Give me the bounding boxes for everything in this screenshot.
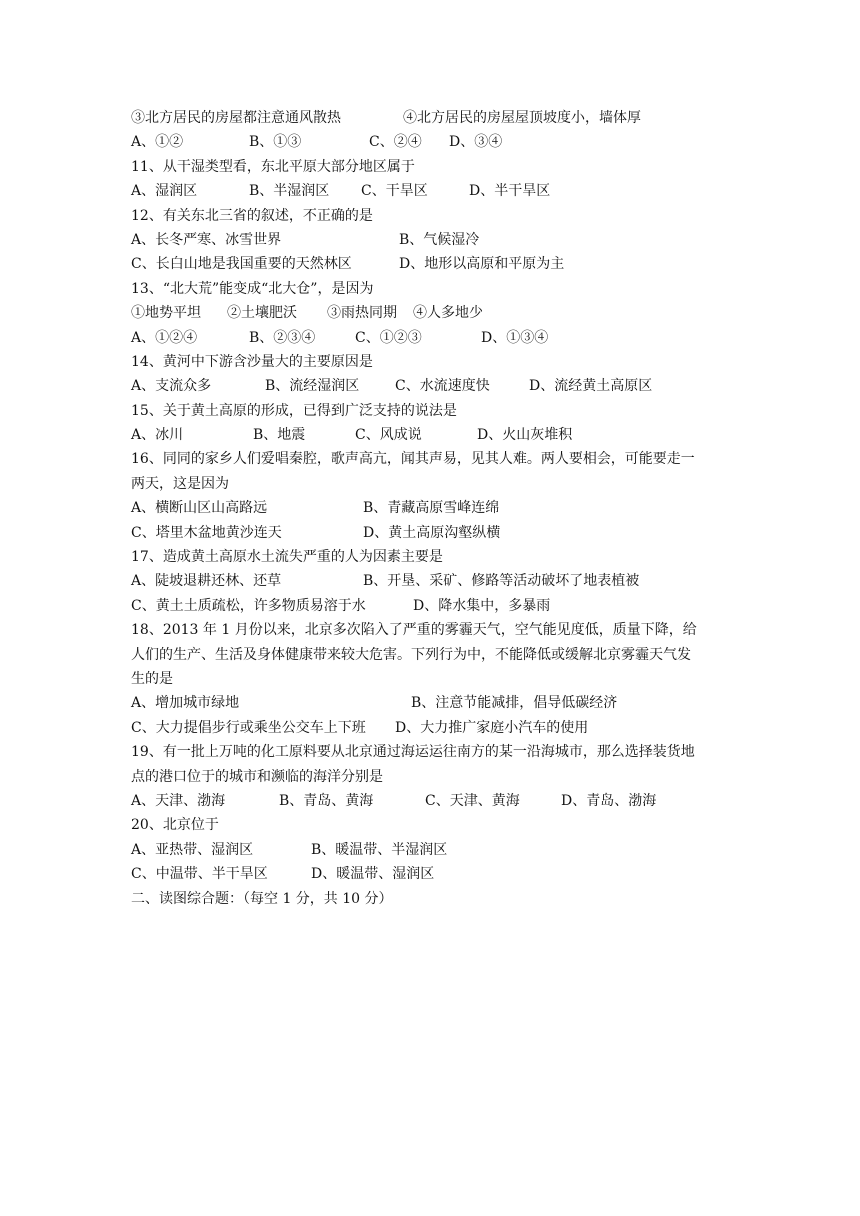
option-text: A、①②④ (131, 329, 198, 346)
document-page (131, 106, 751, 911)
option-text: B、开垦、采矿、修路等活动破坏了地表植被 (363, 573, 640, 590)
option-text: ①地势平坦 (131, 305, 201, 322)
option-text: B、注意节能减排，倡导低碳经济 (411, 695, 618, 712)
text-line (131, 179, 751, 203)
line-text: 15、关于黄土高原的形成，已得到广泛支持的说法是 (131, 402, 457, 419)
option-text: B、青岛、黄海 (279, 792, 374, 809)
text-line (131, 887, 751, 911)
text-line (131, 106, 751, 130)
option-text: D、地形以高原和平原为主 (399, 256, 565, 273)
option-text: B、②③④ (249, 329, 316, 346)
option-text: C、黄土土质疏松，许多物质易溶于水 (131, 597, 366, 614)
option-text: C、水流速度快 (395, 378, 490, 395)
text-line (131, 838, 751, 862)
option-text: A、陡坡退耕还林、还草 (131, 573, 282, 590)
option-text: B、暖温带、半湿润区 (311, 841, 448, 858)
text-line (131, 350, 751, 374)
line-text: 人们的生产、生活及身体健康带来较大危害。下列行为中，不能降低或缓解北京雾霾天气发 (131, 646, 691, 663)
option-text: C、①②③ (355, 329, 422, 346)
option-text: ③北方居民的房屋都注意通风散热 (131, 110, 341, 126)
option-text: A、冰川 (131, 427, 184, 444)
text-line (131, 130, 751, 154)
line-text: 二、读图综合题：（每空 1 分，共 10 分） (131, 890, 393, 907)
line-text: 点的港口位于的城市和濒临的海洋分别是 (131, 768, 383, 785)
text-line (131, 643, 751, 667)
option-text: A、横断山区山高路远 (131, 500, 268, 517)
option-text: ④北方居民的房屋屋顶坡度小，墙体厚 (403, 110, 641, 126)
line-text: 13、“北大荒”能变成“北大仓”，是因为 (131, 280, 374, 297)
option-text: A、支流众多 (131, 378, 212, 395)
option-text: A、长冬严寒、冰雪世界 (131, 231, 282, 248)
option-text: C、天津、黄海 (425, 792, 520, 809)
text-line (131, 569, 751, 593)
text-line (131, 667, 751, 691)
text-line (131, 326, 751, 350)
option-text: C、风成说 (355, 427, 422, 444)
option-text: C、长白山地是我国重要的天然林区 (131, 256, 352, 273)
line-text: 两天，这是因为 (131, 475, 229, 492)
text-line (131, 813, 751, 837)
option-text: ④人多地少 (413, 305, 483, 322)
option-text: D、①③④ (481, 329, 549, 346)
text-line (131, 618, 751, 642)
text-line (131, 716, 751, 740)
option-text: B、流经湿润区 (265, 378, 360, 395)
option-text: B、地震 (253, 427, 306, 444)
option-text: C、大力提倡步行或乘坐公交车上下班 (131, 719, 366, 736)
text-line (131, 228, 751, 252)
line-text: 生的是 (131, 670, 173, 687)
text-line (131, 277, 751, 301)
text-line (131, 374, 751, 398)
line-text: 18、2013 年 1 月份以来，北京多次陷入了严重的雾霾天气，空气能见度低，质量下降，给 (131, 622, 697, 639)
text-line (131, 789, 751, 813)
option-text: C、②④ (369, 134, 422, 151)
text-line (131, 301, 751, 325)
text-line (131, 496, 751, 520)
option-text: C、干旱区 (361, 183, 428, 200)
option-text: D、流经黄土高原区 (529, 378, 653, 395)
line-text: 12、有关东北三省的叙述，不正确的是 (131, 207, 373, 224)
line-text: 17、造成黄土高原水土流失严重的人为因素主要是 (131, 549, 443, 566)
option-text: A、湿润区 (131, 183, 198, 200)
option-text: D、大力推广家庭小汽车的使用 (395, 719, 589, 736)
text-line (131, 155, 751, 179)
text-line (131, 862, 751, 886)
option-text: A、增加城市绿地 (131, 695, 240, 712)
option-text: D、③④ (449, 134, 503, 151)
option-text: C、中温带、半干旱区 (131, 866, 268, 883)
text-line (131, 472, 751, 496)
text-line (131, 423, 751, 447)
text-line (131, 594, 751, 618)
text-line (131, 399, 751, 423)
option-text: D、降水集中，多暴雨 (413, 597, 551, 614)
option-text: D、火山灰堆积 (477, 427, 573, 444)
line-text: 19、有一批上万吨的化工原料要从北京通过海运运往南方的某一沿海城市，那么选择装货地 (131, 744, 695, 761)
option-text: A、①② (131, 134, 184, 151)
option-text: D、半干旱区 (469, 183, 551, 200)
text-line (131, 691, 751, 715)
option-text: ③雨热同期 (327, 305, 397, 322)
option-text: D、暖温带、湿润区 (311, 866, 435, 883)
text-line (131, 521, 751, 545)
option-text: B、①③ (249, 134, 302, 151)
text-line (131, 740, 751, 764)
text-line (131, 204, 751, 228)
text-line (131, 252, 751, 276)
text-line (131, 447, 751, 471)
line-text: 16、同同的家乡人们爱唱秦腔，歌声高亢，闻其声易，见其人难。两人要相会，可能要走一 (131, 451, 695, 468)
line-text: 20、北京位于 (131, 817, 219, 834)
option-text: C、塔里木盆地黄沙连天 (131, 524, 282, 541)
option-text: ②土壤肥沃 (227, 305, 297, 322)
text-line (131, 765, 751, 789)
option-text: B、半湿润区 (249, 183, 330, 200)
line-text: 11、从干湿类型看，东北平原大部分地区属于 (131, 158, 415, 175)
option-text: A、亚热带、湿润区 (131, 841, 254, 858)
line-text: 14、黄河中下游含沙量大的主要原因是 (131, 353, 373, 370)
option-text: A、天津、渤海 (131, 792, 226, 809)
text-line (131, 545, 751, 569)
option-text: B、气候湿冷 (399, 231, 480, 248)
option-text: B、青藏高原雪峰连绵 (363, 500, 500, 517)
option-text: D、黄土高原沟壑纵横 (363, 524, 501, 541)
option-text: D、青岛、渤海 (561, 792, 657, 809)
